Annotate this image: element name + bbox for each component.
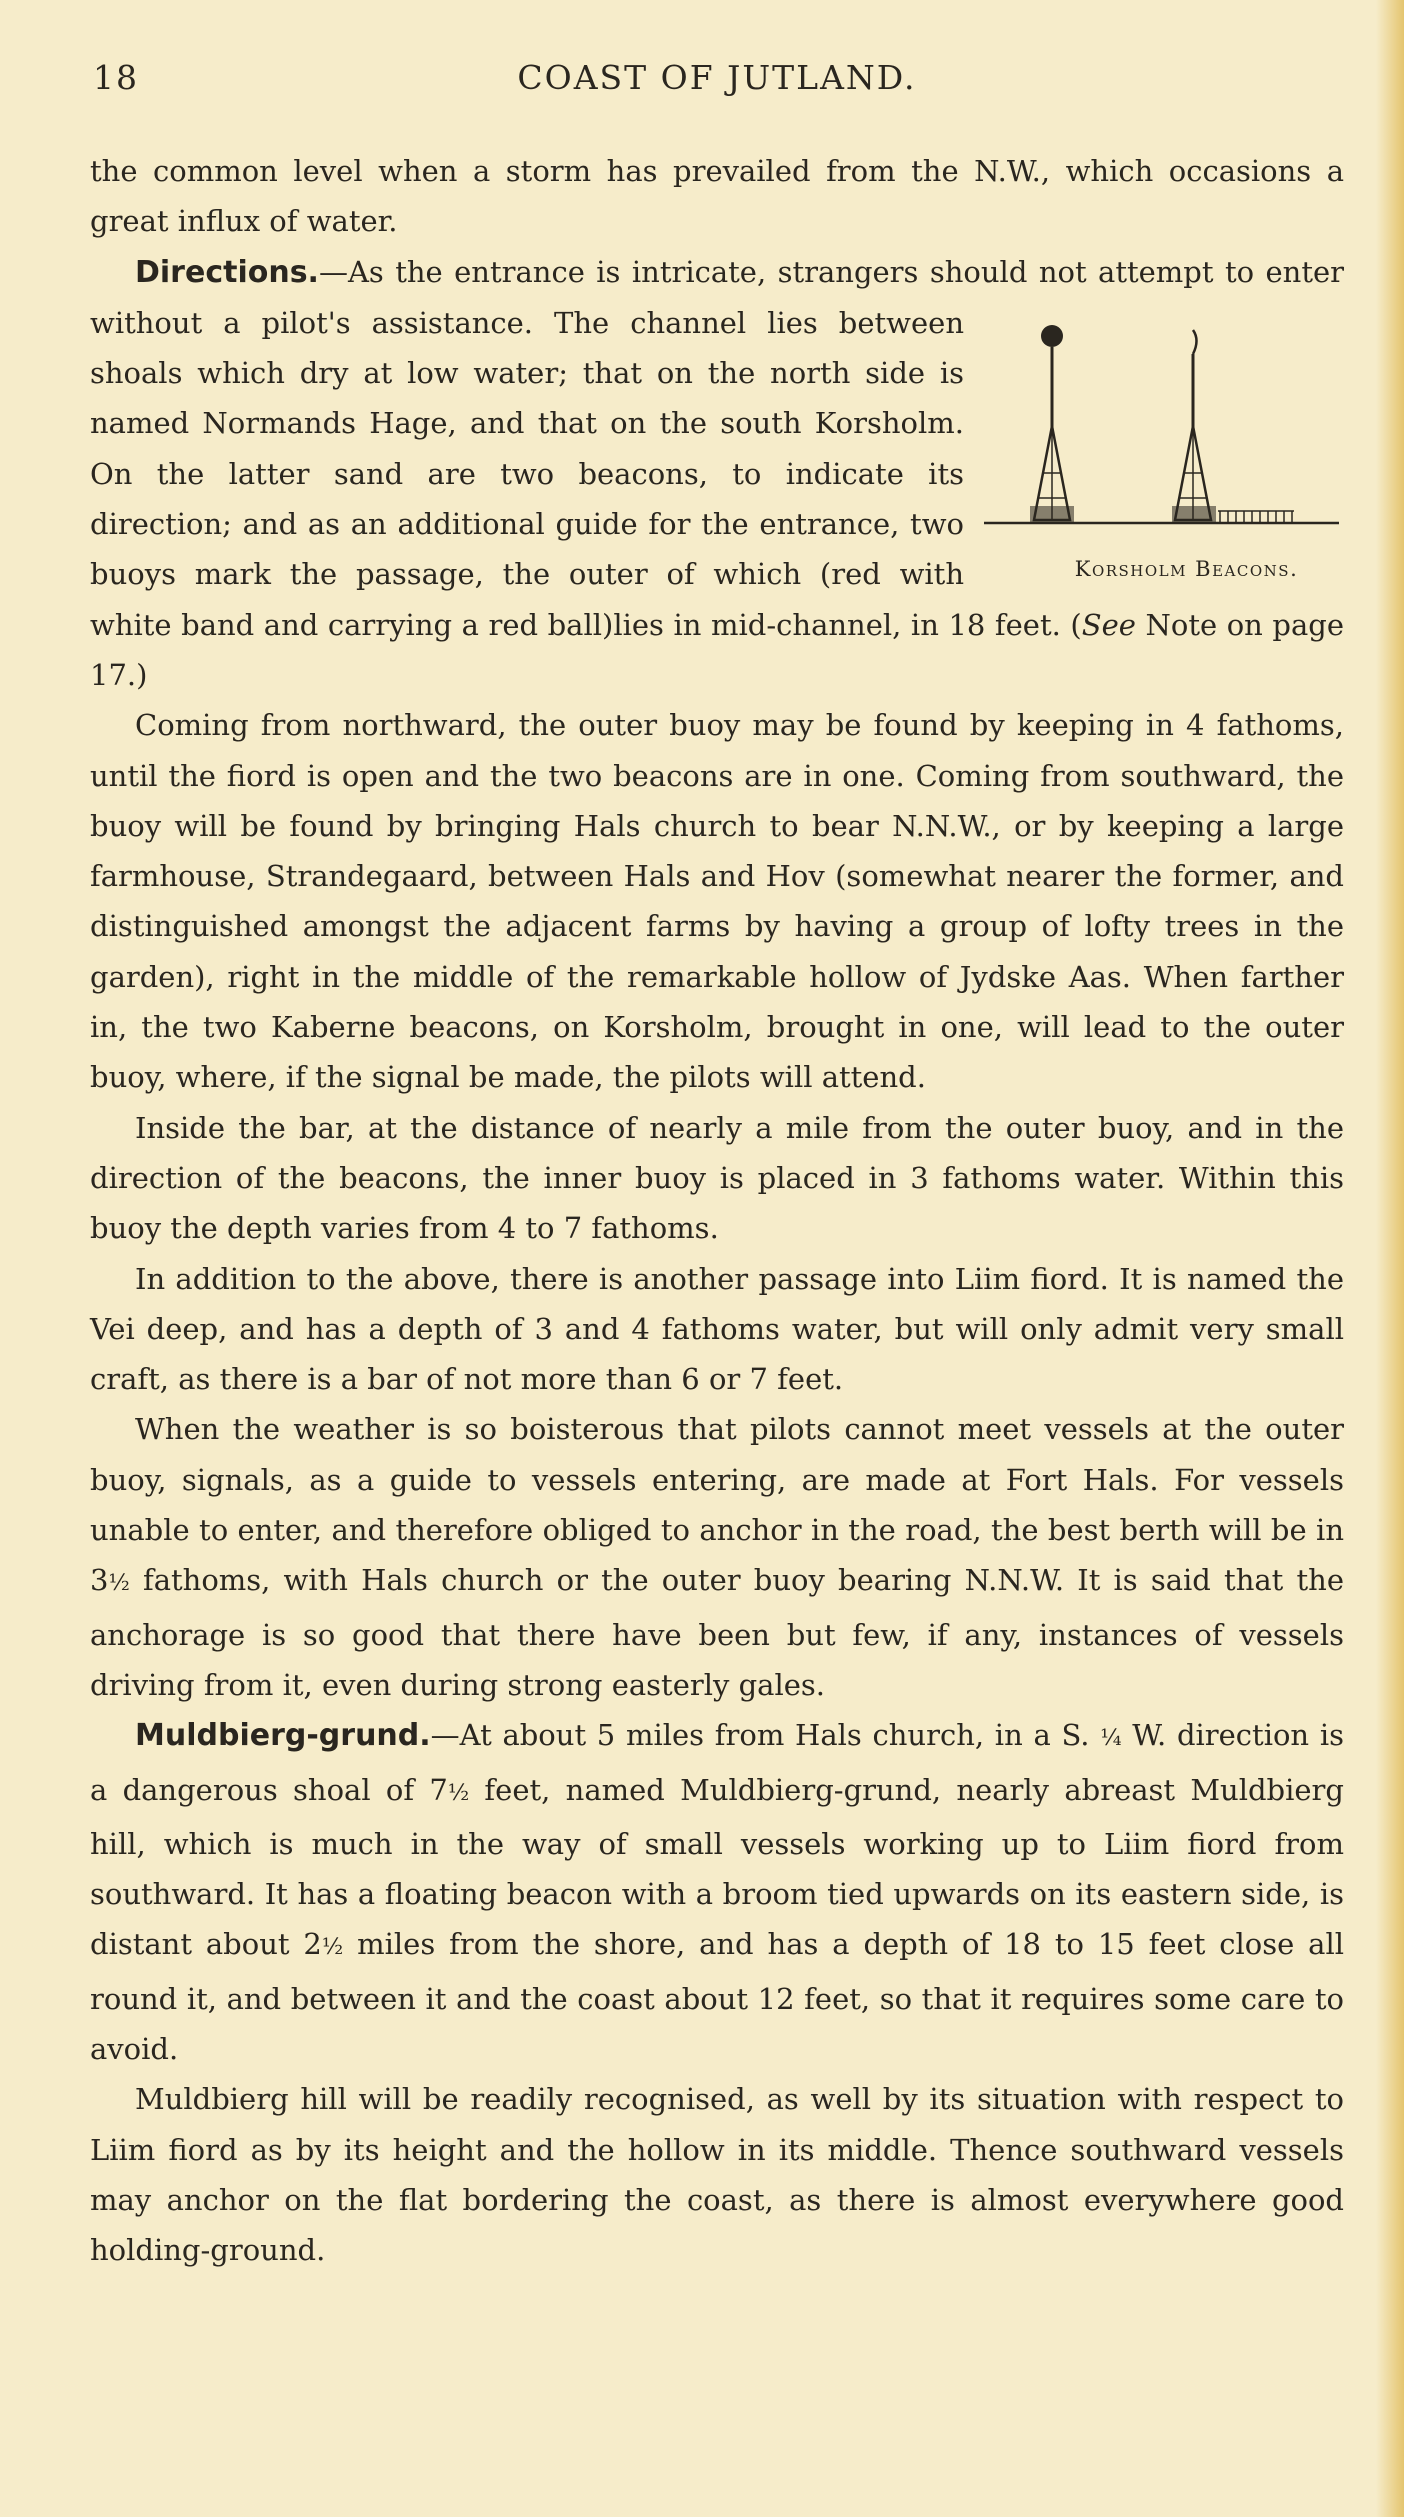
muldbierg-text-a: —At about 5 miles from Hals church, in a S.	[430, 1718, 1101, 1753]
figure-caption: Korsholm Beacons.	[1074, 556, 1299, 581]
paragraph-vei-deep: In addition to the above, there is another passage into Liim fiord. It is named the Vei deep, and has a depth of 3 and 4 fathoms water, but will only admit very small craft, as there is a bar of not more than 6 or 7 feet.	[90, 1261, 1344, 1397]
paragraph-muldbierg-grund	[90, 1710, 1344, 2074]
weather-text-a: When the weather is so boisterous that pilots cannot meet vessels at the outer buoy, signals, as a guide to vessels entering, are made at Fort Hals. For vessels unable to enter, and therefore obliged to anchor in the road, the best berth will be in 3	[90, 1412, 1344, 1598]
paragraph-coming: Coming from northward, the outer buoy may be found by keeping in 4 fathoms, until the fiord is open and the two beacons are in one. Coming from southward, the buoy will be found by bringing Hals church to bear N.N.W., or by keeping a large farmhouse, Strandegaard, between Hals and Hov (somewhat nearer the former, and distinguished amongst the adjacent farms by having a group of lofty trees in the garden), right in the middle of the remarkable hollow of Jydske Aas. When farther in, the two Kaberne beacons, on Korsholm, brought in one, will lead to the outer buoy, where, if the signal be made, the pilots will attend.	[90, 708, 1344, 1095]
section-heading-muldbierg-grund: Muldbierg-grund.	[135, 1718, 431, 1754]
page-number: 18	[93, 58, 139, 97]
section-heading-directions: Directions.	[135, 254, 319, 290]
fraction-half: ½	[447, 1780, 470, 1806]
paragraph-inside-bar: Inside the bar, at the distance of nearly a mile from the outer buoy, and in the direction of the beacons, the inner buoy is placed in 3 fathoms water. Within this buoy the depth varies from 4 to 7 fathoms.	[90, 1110, 1344, 1246]
korsholm-beacons-illustration	[984, 298, 1344, 548]
paragraph-weather	[90, 1404, 1344, 1710]
paragraph-directions: Directions.—As the entrance is intricate, strangers should not attempt Korsholm Beacons. to enter without a pilot's assistance. The channel lies between shoals which dry at low water; that on the north side is named Normands Hage, and that on the south Korsholm. On the latter sand are two beacons, to indicate its direction; and as an additional guide for the entrance, two buoys mark the passage, the outer of which (red with white band and carrying a red ball)lies in mid-channel, in 18 feet. (See Note on page 17.)	[90, 254, 1344, 692]
running-title: COAST OF JUTLAND.	[517, 58, 917, 97]
note-reference: Note on page 17.)	[90, 607, 1344, 692]
directions-text-head: —As the entrance is intricate, strangers should not attempt	[318, 254, 1225, 289]
muldbierg-text-d: miles from the shore, and has a depth of 18 to 15 feet close all round it, and between it and the coast about 12 feet, so that it requires some care to avoid.	[90, 1927, 1344, 2066]
beacon-figure	[984, 298, 1344, 594]
fraction-half: ½	[321, 1935, 344, 1961]
body-text	[90, 146, 1344, 2275]
paragraph-1: the common level when a storm has prevailed from the N.W., which occasions a great influx of water.	[90, 154, 1344, 239]
weather-text-b: fathoms, with Hals church or the outer buoy bearing N.N.W. It is said that the anchorage is so good that there have been but few, if any, instances of vessels driving from it, even during strong easterly gales.	[90, 1563, 1344, 1702]
see-reference: See	[1081, 607, 1136, 642]
directions-intro	[319, 255, 1225, 289]
page-edge	[1376, 0, 1404, 2517]
book-page	[90, 52, 1344, 2275]
left-beacon	[1030, 325, 1074, 522]
paragraph-muldbierg-hill: Muldbierg hill will be readily recognised, as well by its situation with respect to Liim fiord as by its height and the hollow in its middle. Thence southward vessels may anchor on the flat bordering the coast, as there is almost everywhere good holding-ground.	[90, 2082, 1344, 2268]
right-beacon	[1172, 330, 1294, 523]
muldbierg-text-c: feet, named Muldbierg-grund, nearly abreast Muldbierg hill, which is much in the way of small vessels working up to Liim fiord from southward. It has a floating beacon with a broom tied upwards on its eastern side, is distant about 2	[90, 1772, 1344, 1962]
fraction-quarter: ¼	[1100, 1726, 1122, 1752]
muldbierg-text-b: W. direction is a dangerous shoal of 7	[90, 1718, 1344, 1807]
page-header	[90, 52, 1344, 98]
fraction-half: ½	[108, 1571, 130, 1597]
directions-text-body: to enter without a pilot's assistance. The channel lies between shoals which dry at low water; that on the north side is named Normands Hage, and that on the south Korsholm. On the latter sand are two beacons, to indicate its direction; and as an additional guide for the entrance, two buoys mark the passage, the outer of which (red with white band and carrying a red ball)lies in mid-channel, in 18 feet.	[90, 254, 1344, 642]
